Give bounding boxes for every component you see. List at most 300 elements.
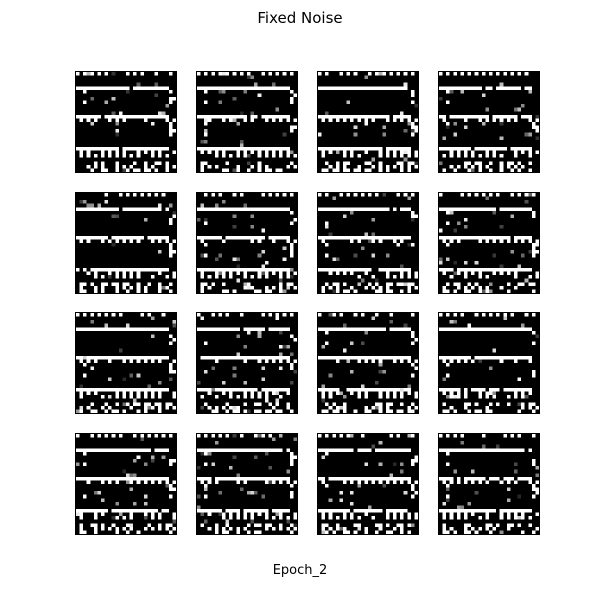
pixel: [354, 86, 358, 90]
pixel: [336, 282, 340, 286]
pixel: [322, 154, 326, 158]
pixel: [105, 236, 109, 240]
pixel: [468, 448, 472, 452]
pixel: [368, 168, 372, 172]
pixel: [414, 459, 418, 463]
pixel: [279, 151, 283, 155]
pixel: [83, 86, 87, 90]
pixel: [83, 115, 87, 119]
pixel: [155, 434, 159, 438]
pixel: [144, 268, 148, 272]
pixel: [450, 151, 454, 155]
pixel: [83, 452, 87, 456]
pixel: [94, 286, 98, 290]
pixel: [90, 448, 94, 452]
pixel: [261, 495, 265, 499]
pixel: [97, 491, 101, 495]
pixel: [386, 395, 390, 399]
pixel: [247, 147, 251, 151]
pixel: [507, 282, 511, 286]
pixel: [137, 83, 141, 87]
pixel: [400, 448, 404, 452]
pixel: [475, 356, 479, 360]
pixel: [162, 388, 166, 392]
pixel: [169, 101, 173, 105]
pixel: [322, 207, 326, 211]
pixel: [443, 402, 447, 406]
pixel: [83, 90, 87, 94]
pixel: [268, 448, 272, 452]
pixel: [478, 147, 482, 151]
pixel: [215, 409, 219, 413]
pixel: [343, 147, 347, 151]
pixel: [361, 115, 365, 119]
pixel: [496, 523, 500, 527]
pixel: [460, 268, 464, 272]
pixel: [80, 289, 84, 293]
pixel: [105, 356, 109, 360]
pixel: [247, 282, 251, 286]
pixel: [493, 268, 497, 272]
pixel: [446, 463, 450, 467]
pixel: [218, 236, 222, 240]
pixel: [265, 165, 269, 169]
pixel: [322, 516, 326, 520]
pixel: [375, 313, 379, 317]
pixel: [97, 388, 101, 392]
pixel: [397, 193, 401, 197]
pixel: [137, 275, 141, 279]
pixel: [115, 272, 119, 276]
pixel: [101, 161, 105, 165]
pixel: [90, 509, 94, 513]
pixel: [165, 406, 169, 410]
pixel: [258, 448, 262, 452]
pixel: [382, 356, 386, 360]
pixel: [500, 286, 504, 290]
generated-sample: [75, 433, 177, 535]
pixel: [272, 236, 276, 240]
pixel: [457, 165, 461, 169]
pixel: [165, 275, 169, 279]
pixel: [290, 463, 294, 467]
pixel: [482, 115, 486, 119]
pixel: [222, 530, 226, 534]
pixel: [233, 327, 237, 331]
pixel: [460, 72, 464, 76]
pixel: [265, 388, 269, 392]
pixel: [443, 480, 447, 484]
pixel: [218, 147, 222, 151]
pixel: [133, 473, 137, 477]
pixel: [379, 356, 383, 360]
pixel: [240, 86, 244, 90]
pixel: [80, 384, 84, 388]
pixel: [397, 147, 401, 151]
pixel: [215, 523, 219, 527]
pixel: [446, 509, 450, 513]
pixel: [218, 193, 222, 197]
pixel: [222, 381, 226, 385]
pixel: [439, 115, 443, 119]
pixel: [368, 388, 372, 392]
pixel: [350, 239, 354, 243]
pixel: [276, 108, 280, 112]
pixel: [122, 477, 126, 481]
pixel: [279, 168, 283, 172]
pixel: [279, 388, 283, 392]
pixel: [151, 509, 155, 513]
pixel: [379, 409, 383, 413]
pixel: [144, 477, 148, 481]
pixel: [151, 236, 155, 240]
pixel: [357, 327, 361, 331]
pixel: [518, 193, 522, 197]
pixel: [404, 491, 408, 495]
pixel: [364, 207, 368, 211]
pixel: [151, 317, 155, 321]
pixel: [97, 115, 101, 119]
pixel: [265, 392, 269, 396]
pixel: [350, 513, 354, 517]
pixel: [243, 527, 247, 531]
pixel: [493, 388, 497, 392]
pixel: [169, 218, 173, 222]
pixel: [283, 327, 287, 331]
pixel: [322, 509, 326, 513]
pixel: [272, 86, 276, 90]
pixel: [108, 356, 112, 360]
pixel: [514, 395, 518, 399]
pixel: [329, 477, 333, 481]
pixel: [90, 282, 94, 286]
pixel: [172, 214, 176, 218]
pixel: [414, 367, 418, 371]
pixel: [368, 86, 372, 90]
pixel: [265, 399, 269, 403]
pixel: [101, 236, 105, 240]
pixel: [126, 86, 130, 90]
pixel: [407, 122, 411, 126]
pixel: [450, 395, 454, 399]
pixel: [101, 147, 105, 151]
pixel: [80, 448, 84, 452]
pixel: [290, 250, 294, 254]
pixel: [357, 207, 361, 211]
pixel: [126, 473, 130, 477]
pixel: [243, 286, 247, 290]
pixel: [201, 115, 205, 119]
pixel: [482, 147, 486, 151]
pixel: [372, 239, 376, 243]
pixel: [503, 268, 507, 272]
pixel: [532, 193, 536, 197]
pixel: [144, 509, 148, 513]
pixel: [247, 72, 251, 76]
pixel: [485, 480, 489, 484]
pixel: [151, 359, 155, 363]
pixel: [521, 356, 525, 360]
pixel: [265, 289, 269, 293]
pixel: [265, 268, 269, 272]
pixel: [471, 477, 475, 481]
generated-sample: [317, 71, 419, 173]
pixel: [496, 477, 500, 481]
pixel: [218, 86, 222, 90]
pixel: [507, 356, 511, 360]
pixel: [229, 115, 233, 119]
pixel: [290, 334, 294, 338]
pixel: [293, 359, 297, 363]
pixel: [518, 509, 522, 513]
pixel: [155, 327, 159, 331]
pixel: [283, 247, 287, 251]
pixel: [482, 477, 486, 481]
pixel: [329, 165, 333, 169]
pixel: [115, 402, 119, 406]
pixel: [87, 72, 91, 76]
pixel: [496, 72, 500, 76]
pixel: [268, 236, 272, 240]
pixel: [528, 154, 532, 158]
pixel: [243, 327, 247, 331]
pixel: [485, 147, 489, 151]
pixel: [325, 72, 329, 76]
pixel: [521, 236, 525, 240]
pixel: [460, 448, 464, 452]
pixel: [133, 448, 137, 452]
pixel: [236, 115, 240, 119]
pixel: [343, 324, 347, 328]
pixel: [122, 359, 126, 363]
pixel: [393, 268, 397, 272]
pixel: [389, 473, 393, 477]
pixel: [172, 250, 176, 254]
pixel: [503, 313, 507, 317]
pixel: [76, 509, 80, 513]
pixel: [80, 147, 84, 151]
pixel: [105, 434, 109, 438]
pixel: [489, 86, 493, 90]
pixel: [158, 388, 162, 392]
pixel: [460, 356, 464, 360]
pixel: [528, 509, 532, 513]
pixel: [514, 470, 518, 474]
pixel: [258, 434, 262, 438]
pixel: [453, 320, 457, 324]
pixel: [457, 282, 461, 286]
pixel: [105, 477, 109, 481]
pixel: [130, 527, 134, 531]
pixel: [254, 115, 258, 119]
pixel: [155, 161, 159, 165]
pixel: [261, 272, 265, 276]
pixel: [105, 86, 109, 90]
pixel: [535, 480, 539, 484]
pixel: [165, 104, 169, 108]
pixel: [364, 147, 368, 151]
pixel: [475, 161, 479, 165]
pixel: [215, 527, 219, 531]
pixel: [126, 168, 130, 172]
pixel: [130, 488, 134, 492]
pixel: [197, 115, 201, 119]
pixel: [279, 282, 283, 286]
pixel: [137, 392, 141, 396]
pixel: [126, 115, 130, 119]
pixel: [318, 115, 322, 119]
pixel: [329, 527, 333, 531]
pixel: [379, 236, 383, 240]
pixel: [169, 484, 173, 488]
pixel: [411, 72, 415, 76]
pixel: [172, 395, 176, 399]
pixel: [115, 477, 119, 481]
pixel: [76, 147, 80, 151]
pixel: [293, 218, 297, 222]
pixel: [510, 207, 514, 211]
pixel: [286, 118, 290, 122]
pixel: [251, 286, 255, 290]
pixel: [382, 370, 386, 374]
pixel: [87, 356, 91, 360]
pixel: [368, 448, 372, 452]
pixel: [140, 193, 144, 197]
pixel: [158, 286, 162, 290]
pixel: [126, 90, 130, 94]
pixel: [247, 286, 251, 290]
pixel: [393, 463, 397, 467]
pixel: [372, 236, 376, 240]
pixel: [528, 207, 532, 211]
pixel: [361, 313, 365, 317]
pixel: [254, 402, 258, 406]
pixel: [379, 527, 383, 531]
pixel: [137, 268, 141, 272]
pixel: [386, 523, 390, 527]
pixel: [510, 388, 514, 392]
pixel: [518, 523, 522, 527]
pixel: [343, 509, 347, 513]
pixel: [407, 282, 411, 286]
pixel: [510, 523, 514, 527]
pixel: [240, 193, 244, 197]
pixel: [446, 282, 450, 286]
pixel: [407, 289, 411, 293]
pixel: [368, 147, 372, 151]
pixel: [535, 406, 539, 410]
sample-image: [318, 193, 418, 293]
pixel: [215, 275, 219, 279]
pixel: [397, 161, 401, 165]
pixel: [514, 392, 518, 396]
pixel: [265, 395, 269, 399]
pixel: [108, 395, 112, 399]
pixel: [485, 289, 489, 293]
pixel: [233, 72, 237, 76]
pixel: [528, 236, 532, 240]
pixel: [101, 523, 105, 527]
pixel: [90, 207, 94, 211]
pixel: [357, 395, 361, 399]
pixel: [169, 243, 173, 247]
pixel: [525, 193, 529, 197]
pixel: [407, 268, 411, 272]
pixel: [453, 434, 457, 438]
pixel: [372, 158, 376, 162]
pixel: [339, 193, 343, 197]
pixel: [350, 370, 354, 374]
pixel: [162, 147, 166, 151]
pixel: [155, 268, 159, 272]
pixel: [83, 147, 87, 151]
pixel: [258, 86, 262, 90]
pixel: [293, 480, 297, 484]
pixel: [393, 86, 397, 90]
pixel: [404, 282, 408, 286]
pixel: [325, 448, 329, 452]
pixel: [236, 448, 240, 452]
pixel: [450, 477, 454, 481]
pixel: [518, 356, 522, 360]
pixel: [226, 313, 230, 317]
pixel: [528, 388, 532, 392]
pixel: [485, 239, 489, 243]
pixel: [407, 168, 411, 172]
pixel: [251, 151, 255, 155]
pixel: [201, 448, 205, 452]
pixel: [322, 384, 326, 388]
pixel: [258, 327, 262, 331]
pixel: [119, 111, 123, 115]
pixel: [122, 327, 126, 331]
pixel: [204, 90, 208, 94]
pixel: [268, 402, 272, 406]
pixel: [443, 377, 447, 381]
pixel: [361, 342, 365, 346]
pixel: [336, 286, 340, 290]
pixel: [222, 268, 226, 272]
pixel: [233, 168, 237, 172]
pixel: [268, 289, 272, 293]
pixel: [482, 356, 486, 360]
pixel: [322, 345, 326, 349]
pixel: [336, 359, 340, 363]
pixel: [350, 434, 354, 438]
pixel: [478, 509, 482, 513]
pixel: [468, 72, 472, 76]
pixel: [361, 207, 365, 211]
pixel: [364, 168, 368, 172]
pixel: [332, 530, 336, 534]
pixel: [446, 236, 450, 240]
pixel: [439, 388, 443, 392]
pixel: [222, 282, 226, 286]
pixel: [361, 509, 365, 513]
pixel: [532, 214, 536, 218]
pixel: [507, 236, 511, 240]
pixel: [500, 356, 504, 360]
pixel: [460, 327, 464, 331]
pixel: [201, 477, 205, 481]
pixel: [397, 86, 401, 90]
pixel: [500, 239, 504, 243]
pixel: [386, 388, 390, 392]
pixel: [525, 72, 529, 76]
pixel: [372, 480, 376, 484]
pixel: [258, 151, 262, 155]
pixel: [503, 388, 507, 392]
